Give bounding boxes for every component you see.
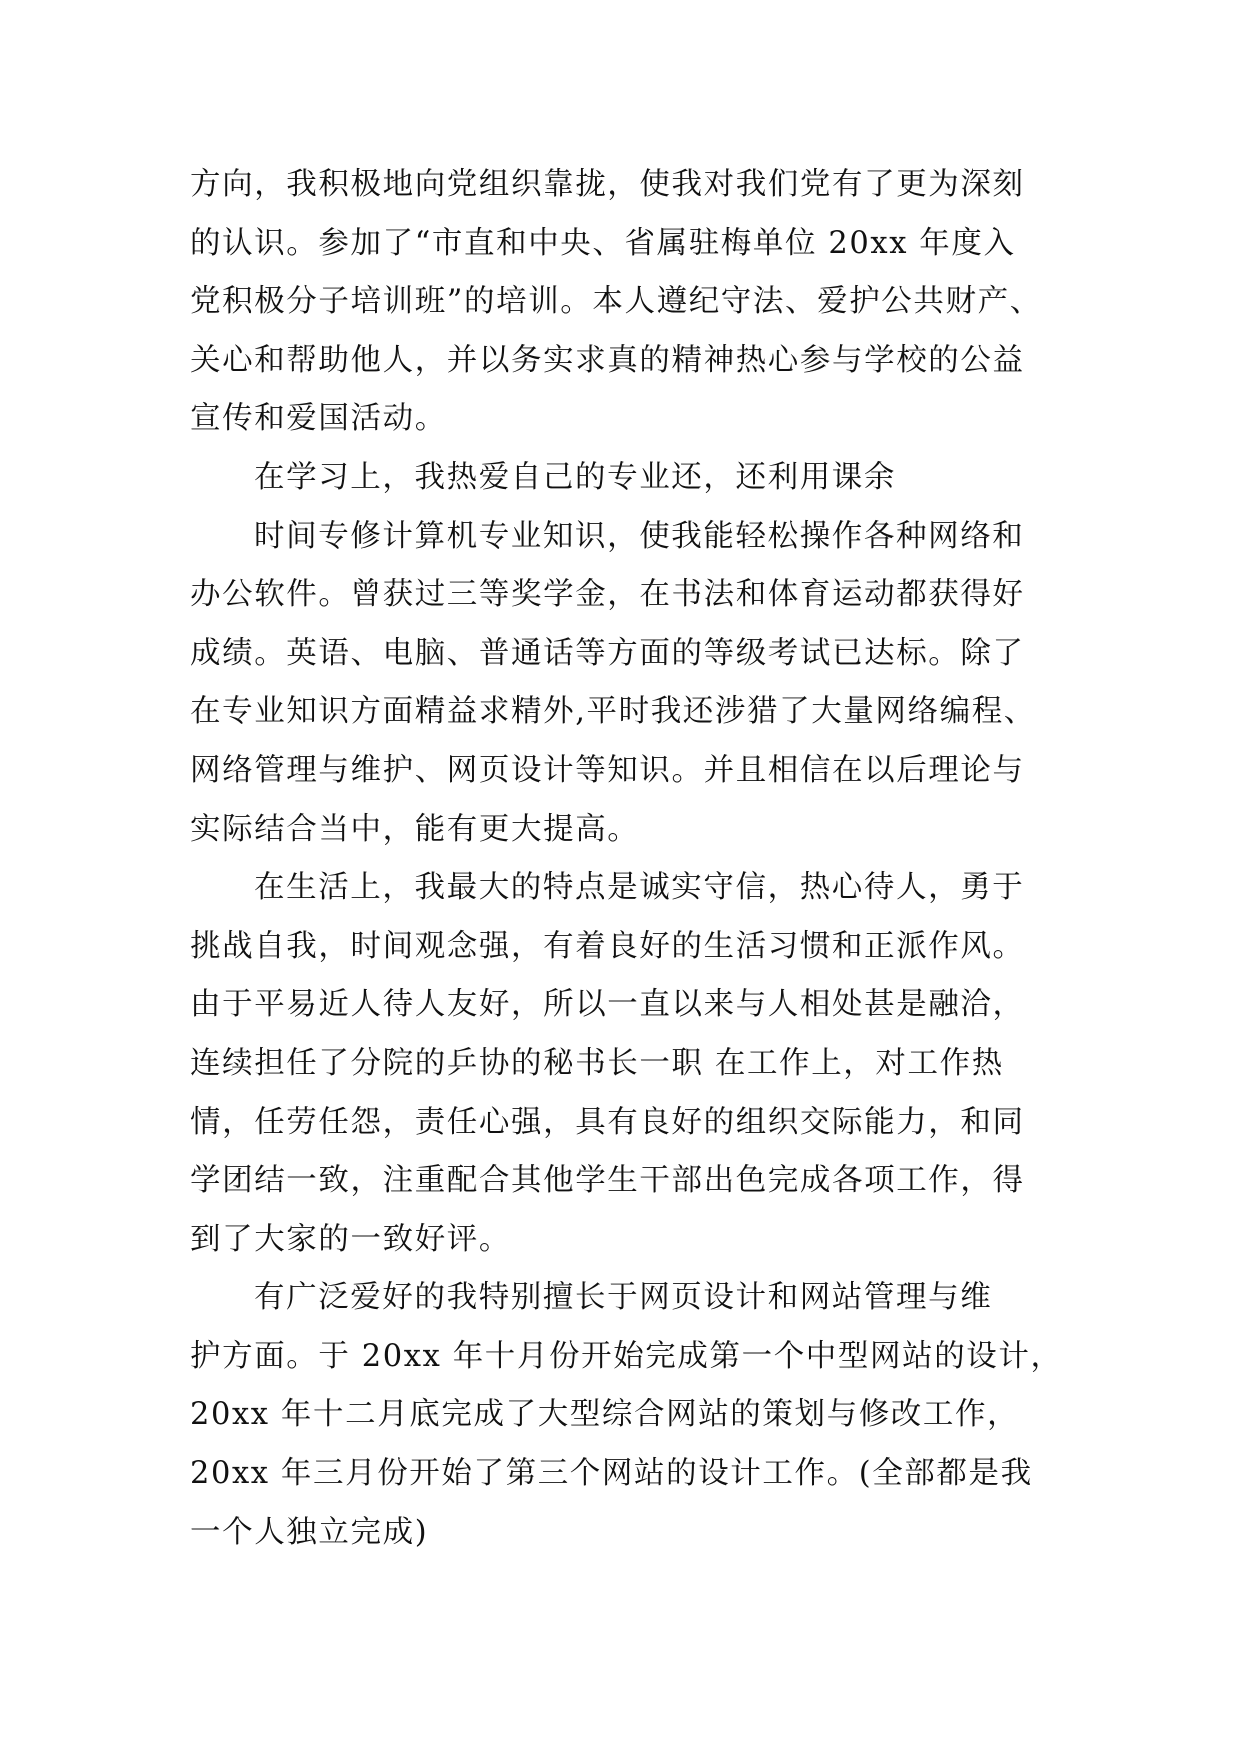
text-line: 20xx 年十二月底完成了大型综合网站的策划与修改工作， [190, 1397, 1020, 1433]
text-line: 在专业知识方面精益求精外,平时我还涉猎了大量网络编程、 [190, 694, 1036, 730]
text-line: 成绩。英语、电脑、普通话等方面的等级考试已达标。除了 [190, 635, 1025, 671]
text-line: 在学习上，我热爱自己的专业还，还利用课余 [254, 459, 896, 495]
text-line: 时间专修计算机专业知识，使我能轻松操作各种网络和 [254, 518, 1025, 554]
text-line: 在生活上，我最大的特点是诚实守信，热心待人，勇于 [254, 870, 1025, 906]
text-line: 方向，我积极地向党组织靠拢，使我对我们党有了更为深刻 [190, 167, 1025, 202]
text-line: 实际结合当中，能有更大提高。 [190, 811, 640, 847]
paragraph [190, 508, 1070, 860]
text-line: 20xx 年三月份开始了第三个网站的设计工作。(全部都是我 [190, 1456, 1033, 1492]
text-line: 挑战自我，时间观念强，有着良好的生活习惯和正派作风。 [190, 928, 1025, 964]
text-line: 学团结一致，注重配合其他学生干部出色完成各项工作，得 [190, 1163, 1025, 1199]
text-line: 的认识。参加了“市直和中央、省属驻梅单位 20xx 年度入 [190, 225, 1016, 261]
text-line: 关心和帮助他人，并以务实求真的精神热心参与学校的公益 [190, 342, 1025, 378]
text-line: 情，任劳任怨，责任心强，具有良好的组织交际能力，和同 [190, 1104, 1025, 1140]
text-line: 到了大家的一致好评。 [190, 1221, 511, 1257]
text-line: 连续担任了分院的乒协的秘书长一职 在工作上，对工作热 [190, 1045, 1004, 1081]
text-line: 一个人独立完成) [190, 1514, 429, 1550]
paragraph [190, 1269, 1070, 1562]
text-line: 宣传和爱国活动。 [190, 401, 447, 437]
text-line: 有广泛爱好的我特别擅长于网页设计和网站管理与维 [254, 1280, 993, 1316]
text-line: 由于平易近人待人友好，所以一直以来与人相处甚是融洽， [190, 987, 1025, 1023]
paragraph [190, 156, 1070, 449]
paragraph [190, 449, 1070, 508]
document-body [190, 156, 1070, 1562]
text-line: 网络管理与维护、网页设计等知识。并且相信在以后理论与 [190, 752, 1025, 788]
text-line: 护方面。于 20xx 年十月份开始完成第一个中型网站的设计， [190, 1338, 1063, 1374]
text-line: 党积极分子培训班”的培训。本人遵纪守法、爱护公共财产、 [190, 284, 1042, 320]
paragraph [190, 859, 1070, 1269]
text-line: 办公软件。曾获过三等奖学金，在书法和体育运动都获得好 [190, 577, 1025, 613]
